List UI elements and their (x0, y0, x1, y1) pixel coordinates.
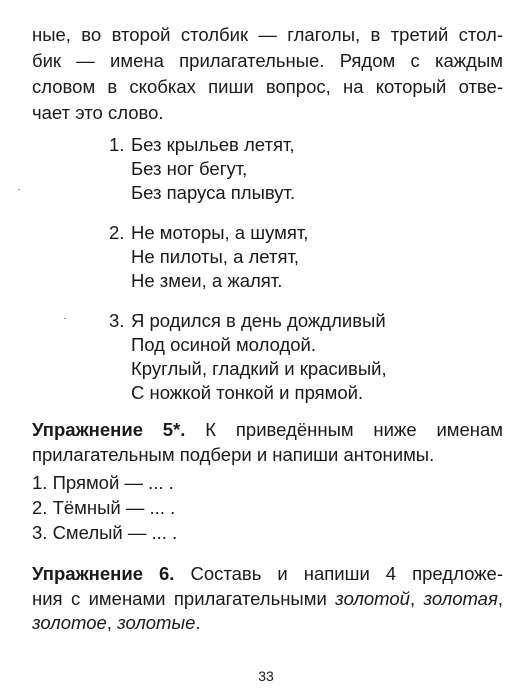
exercise-6-text-2-prefix: ния с именами прилагательными (32, 588, 336, 609)
exercise-6-word-1: золотой (335, 588, 410, 609)
exercise-6-heading-line (32, 565, 503, 584)
page-number: 33 (258, 668, 274, 684)
exercise-6-word-3: золотое (32, 612, 107, 633)
intro-line-2: бик — имена прилагательные. Рядом с каждым (32, 50, 503, 71)
intro-line-1: ные, во второй столбик — глаголы, в третий стол- (32, 24, 503, 45)
exercise-6-word-2: золотая (423, 588, 498, 609)
intro-line-4: чает это слово. (32, 102, 164, 123)
exercise-6-end: . (195, 612, 201, 633)
exercise-5-text-1: К приведённым ниже именам (205, 419, 504, 440)
riddle-1-line-3: Без паруса плывут. (131, 182, 296, 203)
riddle-3-line-4: С ножкой тонкой и прямой. (131, 382, 364, 403)
riddle-1-line-1: Без крыльев летят, (131, 134, 295, 155)
riddle-2-line-1: Не моторы, а шумят, (131, 222, 309, 243)
exercise-6-title: Упражнение 6. (32, 563, 175, 584)
scan-speck (18, 189, 20, 190)
riddle-3-number: 3. (109, 310, 125, 331)
riddle-3-line-3: Круглый, гладкий и красивый, (131, 358, 387, 379)
riddle-2-line-3: Не змеи, а жалят. (131, 270, 283, 291)
riddle-1-number: 1. (109, 134, 125, 155)
exercise-5-item-1: 1. Прямой — ... . (32, 472, 174, 493)
exercise-5-item-2: 2. Тёмный — ... . (32, 497, 176, 518)
riddle-3-line-2: Под осиной молодой. (131, 334, 317, 355)
exercise-6-sep-2: , (497, 588, 503, 609)
intro-line-3: словом в скобках пиши вопрос, на который отве- (32, 76, 503, 97)
exercise-6-text-1: Составь и напиши 4 предложе- (190, 563, 504, 584)
exercise-5-title: Упражнение 5*. (32, 419, 186, 440)
exercise-6-text-3 (32, 614, 201, 633)
riddle-3-line-1: Я родился в день дождливый (131, 310, 386, 331)
exercise-6-sep-3: , (106, 612, 118, 633)
exercise-6-text-2 (32, 590, 503, 609)
exercise-5-heading-line (32, 421, 503, 440)
exercise-5-text-2: прилагательным подбери и напиши антонимы. (32, 444, 435, 465)
exercise-6-sep-1: , (409, 588, 424, 609)
riddle-2-line-2: Не пилоты, а летят, (131, 246, 300, 267)
exercise-6-word-4: золотые (117, 612, 196, 633)
riddle-2-number: 2. (109, 222, 125, 243)
scan-speck (64, 318, 66, 319)
riddle-1-line-2: Без ног бегут, (131, 158, 248, 179)
exercise-5-item-3: 3. Смелый — ... . (32, 522, 178, 543)
